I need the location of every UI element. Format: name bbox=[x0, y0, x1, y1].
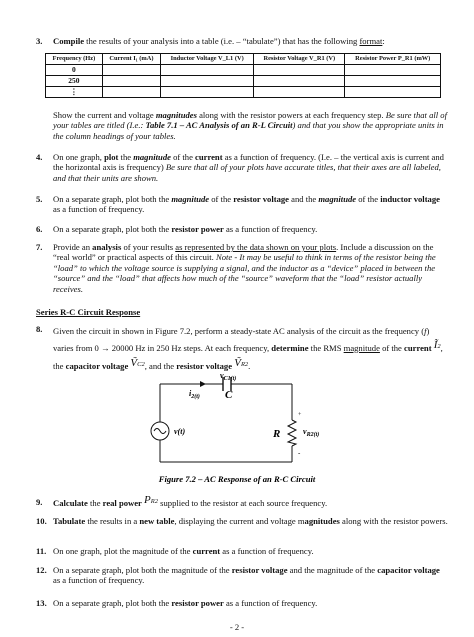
table-header: Resistor Power P_R1 (mW) bbox=[345, 54, 441, 65]
resistor-voltage-label: $v_{R2(t)}$ bbox=[303, 427, 320, 438]
question-6: 6. On a separate graph, plot both the resistor power as a function of frequency. bbox=[36, 224, 318, 234]
table-header: Inductor Voltage V_L1 (V) bbox=[161, 54, 254, 65]
table-note: Show the current and voltage magnitudes along with the resistor powers at each frequency step. Be sure that all of your tables are titled (I.e.: Table 7.1 – AC Analysis of an R-L Circuit) and that you show the appropriate units in the column headings of your tables. bbox=[53, 110, 447, 141]
capacitor-voltage-label: $v_{C1(t)}$ bbox=[220, 371, 237, 382]
minus-sign: - bbox=[298, 449, 301, 457]
question-7: 7. Provide an analysis of your results as represented by the data shown on your plots. Include a discussion on the “real world” or practical aspects of this circuit. Note - It may be useful to think in terms of the resistor being the “load” to which the voltage source is supplying a signal, and the inductor as a “device” placed in between the “source” and the “load” that affects how much of the “source” waveform that the “load” resistor actually receives. bbox=[36, 242, 436, 294]
question-12: 12. On a separate graph, plot both the magnitude of the resistor voltage and the magnitude of the capacitor voltage as a function of frequency. bbox=[36, 565, 440, 586]
section-heading: Series R-C Circuit Response bbox=[36, 307, 141, 317]
current-arrow bbox=[200, 381, 206, 387]
figure-caption: Figure 7.2 – AC Response of an R-C Circuit bbox=[158, 474, 316, 484]
table-row: 250 bbox=[46, 76, 441, 87]
question-10: 10. Tabulate the results in a new table, displaying the current and voltage magnitudes along with the resistor powers. bbox=[36, 516, 448, 526]
question-11: 11. On one graph, plot the magnitude of the current as a function of frequency. bbox=[36, 546, 314, 556]
current-phasor-symbol: Ĩ2 bbox=[433, 338, 441, 351]
current-label: $i_{2(t)}$ bbox=[189, 389, 200, 400]
question-5: 5. On a separate graph, plot both the magnitude of the resistor voltage and the magnitude of the inductor voltage as a function of frequency. bbox=[36, 194, 440, 215]
table-header: Resistor Voltage V_R1 (V) bbox=[254, 54, 345, 65]
page-number: - 2 - bbox=[229, 622, 245, 632]
table-header: Frequency (Hz) bbox=[46, 54, 103, 65]
plus-sign: + bbox=[298, 412, 302, 418]
question-8: 8. Given the circuit in shown in Figure 7.2, perform a steady-state AC analysis of the circuit as the frequency (f) varies from 0 → 20000 Hz in 250 Hz steps. At each frequency, determine the RMS magnitude of the current Ĩ2, the capacitor voltage ṼC2, and the resistor voltage ṼR2. bbox=[36, 324, 443, 372]
resistor-voltage-phasor-symbol: ṼR2 bbox=[234, 357, 249, 370]
source-label: v(t) bbox=[174, 427, 186, 436]
table-row: 0 bbox=[46, 65, 441, 76]
resistor-label: R bbox=[273, 428, 281, 440]
question-13: 13. On a separate graph, plot both the resistor power as a function of frequency. bbox=[36, 598, 318, 608]
question-9: 9. Calculate the real power PR2 supplied to the resistor at each source frequency. bbox=[36, 494, 328, 508]
real-power-symbol: PR2 bbox=[144, 494, 158, 506]
question-3: 3. Compile the results of your analysis into a table (i.e. – “tabulate”) that has the following format: bbox=[36, 36, 385, 46]
capacitor-voltage-phasor-symbol: ṼC2 bbox=[130, 357, 145, 370]
table-header: Current I₁ (mA) bbox=[102, 54, 160, 65]
table-row: ⋮ bbox=[46, 87, 441, 98]
capacitor-label: C bbox=[225, 389, 233, 401]
question-4: 4. On one graph, plot the magnitude of the current as a function of frequency. (I.e. – the vertical axis is current and the horizontal axis is frequency) Be sure that all of your plots have accurate titles, that their axes are all labeled, and that their units are shown. bbox=[36, 152, 444, 183]
